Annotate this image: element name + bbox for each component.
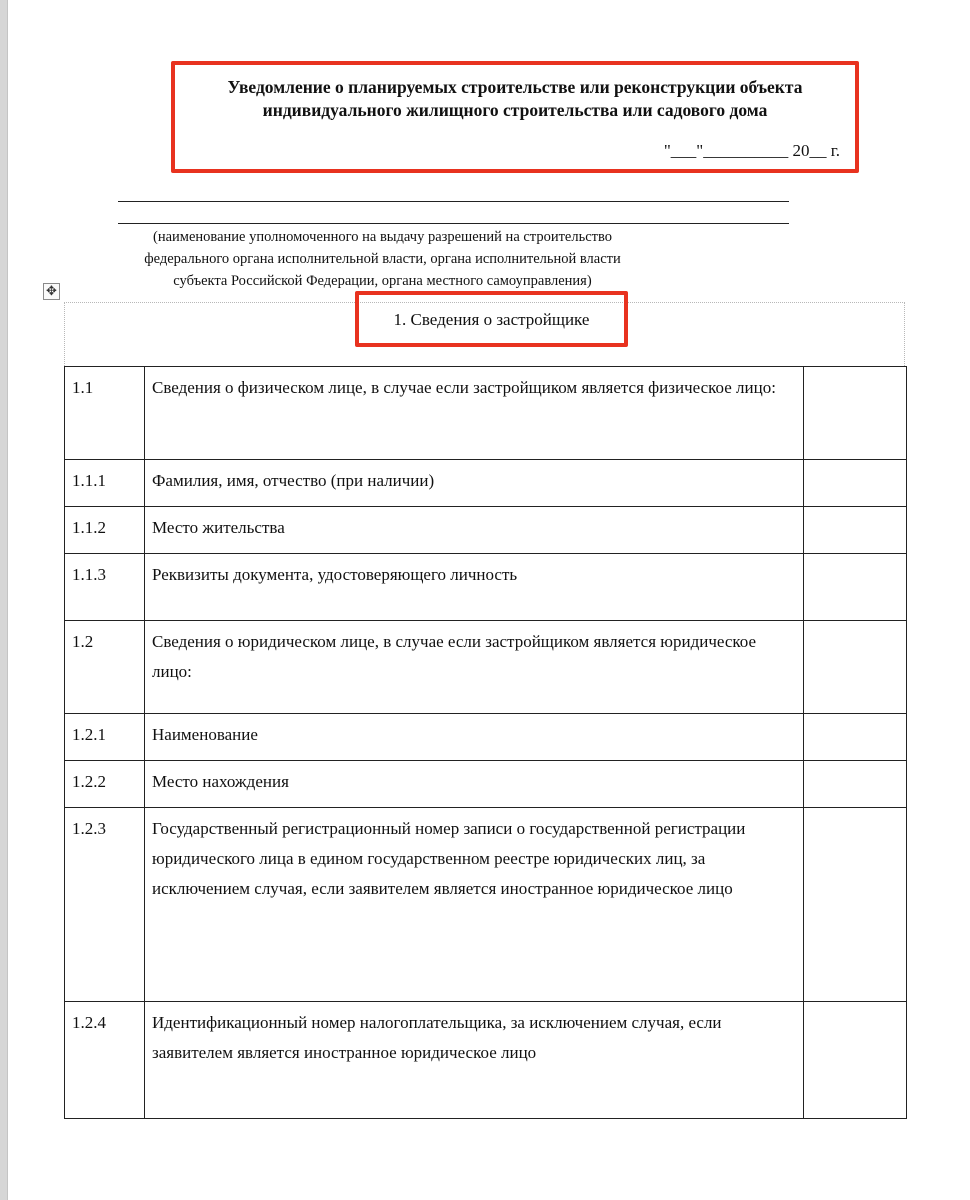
row-value-cell[interactable] [804,554,907,621]
table-row [65,621,907,714]
table-row [65,761,907,808]
row-number: 1.2.3 [65,808,145,1002]
row-number: 1.1.1 [65,460,145,507]
authority-caption-line-3: субъекта Российской Федерации, органа местного самоуправления) [173,273,592,289]
table-move-icon[interactable]: ✥ [43,283,60,300]
authority-blank-line-1[interactable] [118,201,789,202]
row-number: 1.2.1 [65,714,145,761]
row-value-cell[interactable] [804,367,907,460]
section-title: 1. Сведения о застройщике [393,310,590,329]
table-row [65,367,907,460]
table-row [65,554,907,621]
authority-blank-line-2[interactable] [118,223,789,224]
authority-caption [110,226,655,292]
page-left-edge [0,0,8,1200]
table-row [65,808,907,1002]
row-value-cell[interactable] [804,714,907,761]
title-line-1: Уведомление о планируемых строительстве или реконструкции объекта [227,77,803,97]
row-description: Фамилия, имя, отчество (при наличии) [145,460,804,507]
row-value-cell[interactable] [804,808,907,1002]
date-placeholder[interactable]: "___"__________ 20__ г. [663,141,840,160]
row-number: 1.1.2 [65,507,145,554]
row-value-cell[interactable] [804,507,907,554]
row-description: Реквизиты документа, удостоверяющего личность [145,554,804,621]
row-number: 1.2.4 [65,1002,145,1119]
row-description: Государственный регистрационный номер записи о государственной регистрации юридического лица в едином государственном реестре юридических лиц, за исключением случая, если заявителем является иностранное юридическое лицо [145,808,804,1002]
row-number: 1.2 [65,621,145,714]
row-number: 1.2.2 [65,761,145,808]
row-value-cell[interactable] [804,460,907,507]
document-title [175,76,855,122]
table-row [65,507,907,554]
table-row [65,1002,907,1119]
row-description: Наименование [145,714,804,761]
developer-info-table [64,366,907,1119]
row-number: 1.1.3 [65,554,145,621]
table-row [65,460,907,507]
row-value-cell[interactable] [804,621,907,714]
row-description: Сведения о юридическом лице, в случае если застройщиком является юридическое лицо: [145,621,804,714]
authority-caption-line-1: (наименование уполномоченного на выдачу разрешений на строительство [153,229,612,245]
authority-caption-line-2: федерального органа исполнительной власти, органа исполнительной власти [144,251,621,267]
row-number: 1.1 [65,367,145,460]
row-description: Место нахождения [145,761,804,808]
row-value-cell[interactable] [804,1002,907,1119]
table-row [65,714,907,761]
row-value-cell[interactable] [804,761,907,808]
row-description: Идентификационный номер налогоплательщика, за исключением случая, если заявителем является иностранное юридическое лицо [145,1002,804,1119]
row-description: Сведения о физическом лице, в случае если застройщиком является физическое лицо: [145,367,804,460]
row-description: Место жительства [145,507,804,554]
title-line-2: индивидуального жилищного строительства или садового дома [262,100,768,120]
